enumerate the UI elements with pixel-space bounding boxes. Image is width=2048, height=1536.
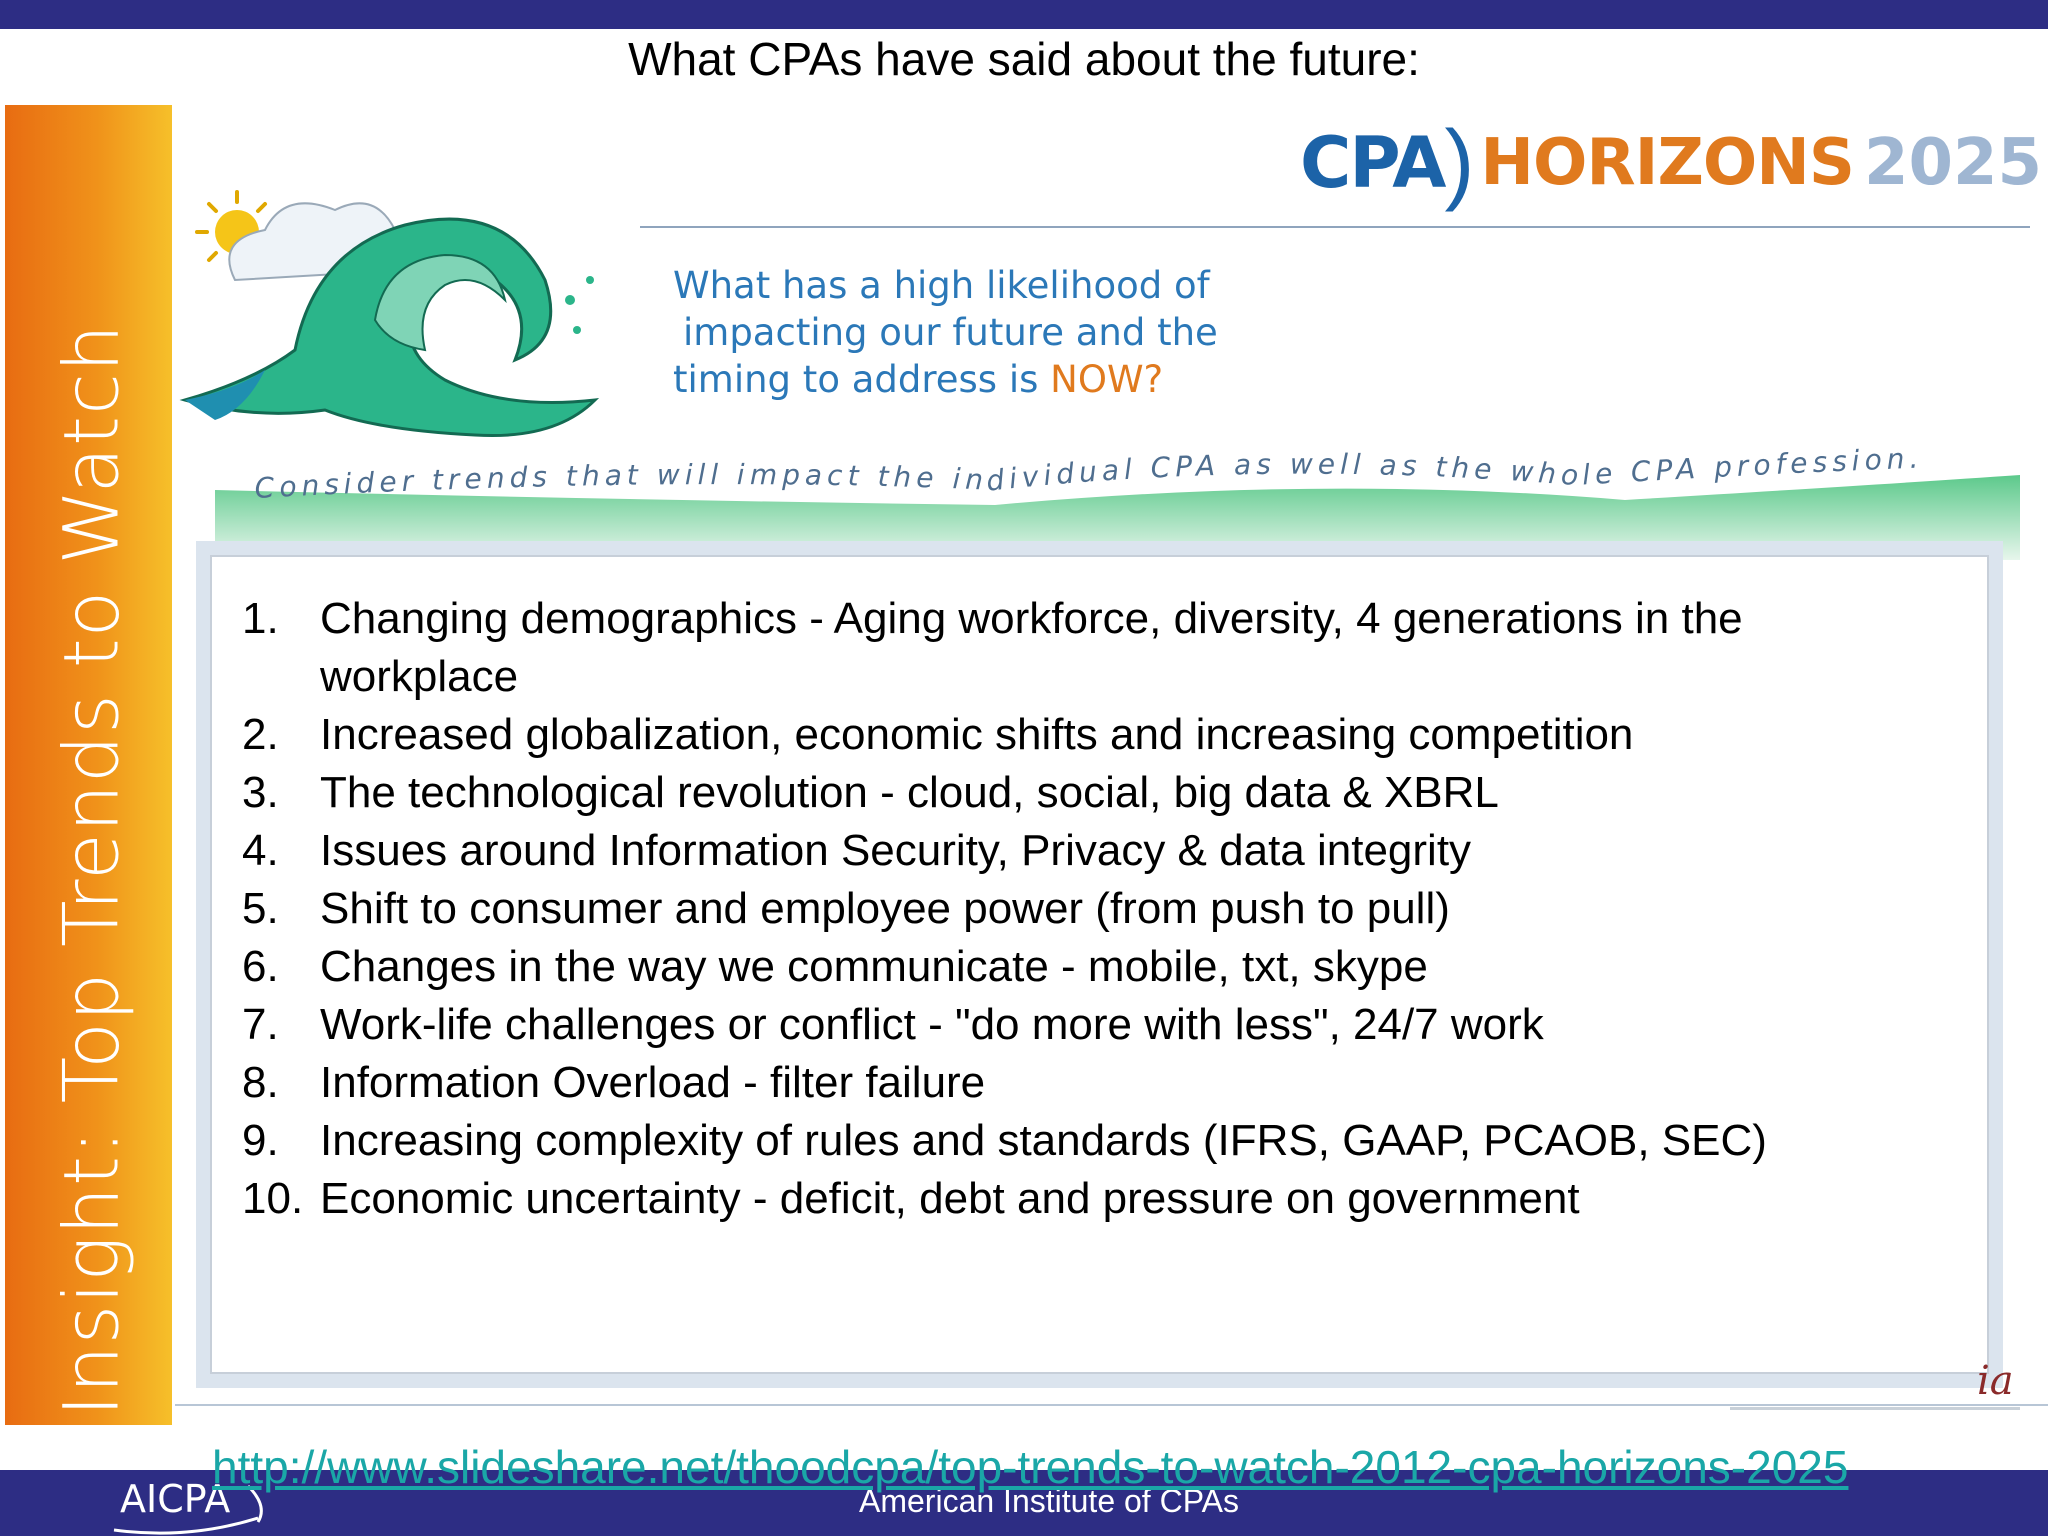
aicpa-logo: AICPA xyxy=(120,1477,231,1521)
list-item-number: 3. xyxy=(242,768,279,817)
question-now: NOW? xyxy=(1050,358,1164,401)
list-item-text: Economic uncertainty - deficit, debt and pressure on government xyxy=(320,1174,1580,1223)
question-line-3 xyxy=(673,356,1218,403)
side-banner-text: Insight: Top Trends to Watch xyxy=(46,323,136,1417)
wave-illustration xyxy=(175,170,695,460)
logo-year: 2025 xyxy=(1863,126,2043,200)
top-bar xyxy=(0,0,2048,29)
list-item xyxy=(242,938,1942,996)
list-item-text: Work-life challenges or conflict - "do more with less", 24/7 work xyxy=(320,1000,1544,1049)
list-item xyxy=(242,880,1942,938)
ia-logo: ia xyxy=(1977,1358,2014,1404)
question-line-3-prefix: timing to address is xyxy=(673,358,1051,401)
list-item-text: The technological revolution - cloud, social, big data & XBRL xyxy=(320,768,1499,817)
list-item-text: Increasing complexity of rules and standards (IFRS, GAAP, PCAOB, SEC) xyxy=(320,1116,1767,1165)
list-item-text: Issues around Information Security, Privacy & data integrity xyxy=(320,826,1472,875)
question-text xyxy=(673,262,1218,403)
list-item-text: Changing demographics - Aging workforce, diversity, 4 generations in the workplace xyxy=(320,594,1743,701)
list-item xyxy=(242,996,1942,1054)
list-item xyxy=(242,706,1942,764)
side-banner xyxy=(5,105,172,1425)
slide-title: What CPAs have said about the future: xyxy=(628,33,1420,85)
list-item-number: 5. xyxy=(242,884,279,933)
list-item-text: Changes in the way we communicate - mobile, txt, skype xyxy=(320,942,1428,991)
list-item-number: 4. xyxy=(242,826,279,875)
question-line-1: What has a high likelihood of xyxy=(673,264,1210,307)
list-item-number: 7. xyxy=(242,1000,279,1049)
list-item-number: 2. xyxy=(242,710,279,759)
list-item xyxy=(242,1054,1942,1112)
logo-paren: ) xyxy=(1444,113,1475,213)
list-item xyxy=(242,1112,1942,1170)
list-item-number: 1. xyxy=(242,594,279,643)
list-item-text: Increased globalization, economic shifts and increasing competition xyxy=(320,710,1634,759)
list-item-number: 6. xyxy=(242,942,279,991)
cpa-horizons-logo xyxy=(1300,113,2043,213)
source-link[interactable]: http://www.slideshare.net/thoodcpa/top-trends-to-watch-2012-cpa-horizons-2025 xyxy=(212,1441,1849,1493)
list-item-number: 9. xyxy=(242,1116,279,1165)
question-line-2: impacting our future and the xyxy=(683,311,1218,354)
banner-text: Consider trends that will impact the individual CPA as well as the whole CPA profession. xyxy=(253,441,1924,505)
logo-cpa: CPA xyxy=(1300,122,1445,204)
list-item xyxy=(242,822,1942,880)
logo-horizons: HORIZONS xyxy=(1480,126,1854,200)
fine-print-copyright xyxy=(1730,1400,2020,1416)
list-item xyxy=(242,590,1942,706)
svg-text:Consider trends that will impa xyxy=(254,441,1924,505)
green-wave-banner xyxy=(175,430,2035,560)
list-item xyxy=(242,764,1942,822)
list-item-number: 8. xyxy=(242,1058,279,1107)
institute-name: American Institute of CPAs xyxy=(859,1483,1239,1519)
content-bottom-line xyxy=(175,1404,2048,1406)
list-item xyxy=(242,1170,1942,1228)
list-item-text: Information Overload - filter failure xyxy=(320,1058,986,1107)
trend-list xyxy=(242,590,1942,1228)
list-item-number: 10. xyxy=(242,1174,304,1223)
list-item-text: Shift to consumer and employee power (from push to pull) xyxy=(320,884,1450,933)
logo-underline xyxy=(640,224,2030,230)
